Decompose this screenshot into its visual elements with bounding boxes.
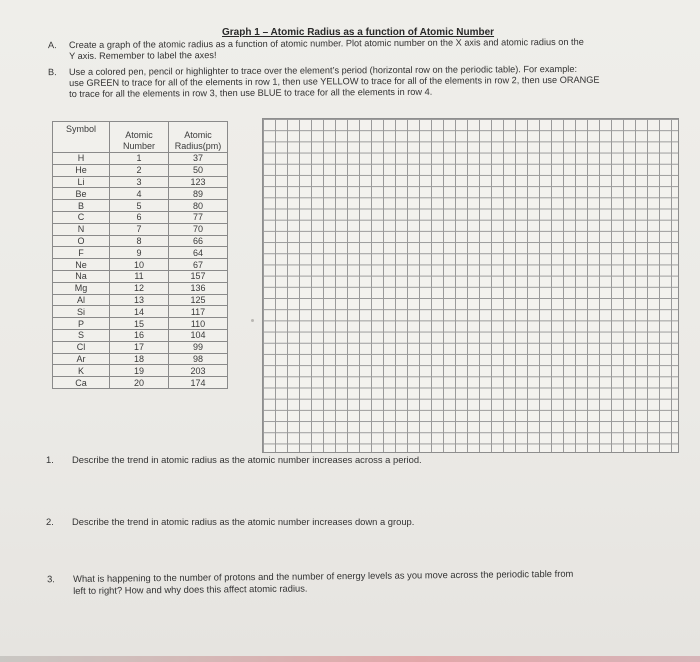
instruction-a: [48, 36, 584, 62]
cell-atomic-number: 10: [110, 259, 169, 271]
cell-atomic-radius: 110: [169, 318, 228, 330]
cell-atomic-radius: 66: [169, 235, 228, 247]
instruction-b-line-3: to trace for all the elements in row 3, then use BLUE to trace for all the elements in row 4.: [69, 86, 433, 99]
cell-symbol: F: [53, 247, 110, 259]
cell-symbol: K: [53, 365, 110, 377]
cell-atomic-number: 11: [110, 270, 169, 282]
cell-symbol: Ar: [53, 353, 110, 365]
question-2-number: 2.: [46, 516, 54, 527]
table-row: [53, 270, 228, 282]
cell-atomic-number: 4: [110, 188, 169, 200]
cell-atomic-number: 20: [110, 377, 169, 389]
table-row: [53, 200, 228, 212]
question-3-line-1: What is happening to the number of protons and the number of energy levels as you move across the periodic table from: [73, 567, 574, 584]
cell-atomic-radius: 98: [169, 353, 228, 365]
table-row: [53, 176, 228, 188]
table-row: [53, 365, 228, 377]
question-2-text: Describe the trend in atomic radius as the atomic number increases down a group.: [72, 516, 415, 527]
photo-edge-strip: [0, 656, 700, 662]
cell-atomic-radius: 37: [169, 153, 228, 165]
instruction-a-line-1: Create a graph of the atomic radius as a function of atomic number. Plot atomic number on the X axis and atomic radius on the: [69, 36, 584, 50]
question-3-number: 3.: [47, 573, 55, 585]
cell-atomic-radius: 117: [169, 306, 228, 318]
cell-symbol: S: [53, 329, 110, 341]
cell-symbol: Si: [53, 306, 110, 318]
cell-symbol: B: [53, 200, 110, 212]
cell-symbol: N: [53, 223, 110, 235]
table-row: [53, 259, 228, 271]
header-atomic-radius-line-1: Atomic: [184, 130, 212, 140]
instruction-b-line-2: use GREEN to trace for all of the elements in row 1, then use YELLOW to trace for all of the elements in row 2, then use ORANGE: [69, 74, 600, 88]
table-row: [53, 318, 228, 330]
question-1-number: 1.: [46, 454, 54, 465]
cell-atomic-number: 3: [110, 176, 169, 188]
table-row: [53, 188, 228, 200]
question-1: [46, 454, 422, 466]
table-row: [53, 306, 228, 318]
instruction-a-label: A.: [48, 40, 57, 51]
cell-symbol: Ca: [53, 377, 110, 389]
graph-grid: [262, 118, 679, 453]
worksheet-title: Graph 1 – Atomic Radius as a function of Atomic Number: [222, 27, 495, 38]
cell-symbol: Li: [53, 176, 110, 188]
table-row: [53, 353, 228, 365]
cell-atomic-radius: 123: [169, 176, 228, 188]
table-row: [53, 153, 228, 165]
header-atomic-number-line-1: Atomic: [125, 130, 153, 140]
cell-atomic-radius: 64: [169, 247, 228, 259]
header-atomic-radius: [169, 122, 228, 153]
question-3-line-2: left to right? How and why does this affect atomic radius.: [73, 582, 308, 596]
table-row: [53, 329, 228, 341]
cell-symbol: H: [53, 153, 110, 165]
instruction-b-label: B.: [48, 67, 57, 78]
table-row: [53, 282, 228, 294]
cell-symbol: He: [53, 164, 110, 176]
cell-symbol: C: [53, 211, 110, 223]
cell-atomic-radius: 174: [169, 377, 228, 389]
table-row: [53, 377, 228, 389]
cell-atomic-number: 2: [110, 164, 169, 176]
cell-atomic-radius: 70: [169, 223, 228, 235]
table-row: [53, 164, 228, 176]
cell-atomic-number: 15: [110, 318, 169, 330]
header-atomic-radius-line-2: Radius(pm): [174, 141, 222, 151]
cell-symbol: Na: [53, 270, 110, 282]
header-atomic-number: [110, 122, 169, 153]
question-1-text: Describe the trend in atomic radius as the atomic number increases across a period.: [72, 454, 422, 465]
table-row: [53, 223, 228, 235]
cell-atomic-number: 8: [110, 235, 169, 247]
instruction-b: [48, 63, 600, 100]
cell-atomic-number: 13: [110, 294, 169, 306]
cell-atomic-number: 14: [110, 306, 169, 318]
header-atomic-number-line-2: Number: [122, 141, 155, 151]
cell-atomic-radius: 50: [169, 164, 228, 176]
cell-atomic-radius: 104: [169, 329, 228, 341]
cell-atomic-number: 17: [110, 341, 169, 353]
cell-symbol: P: [53, 318, 110, 330]
table-row: [53, 294, 228, 306]
question-2: [46, 516, 415, 528]
cell-atomic-number: 1: [110, 153, 169, 165]
question-3: [47, 567, 574, 597]
cell-symbol: Be: [53, 188, 110, 200]
cell-atomic-number: 12: [110, 282, 169, 294]
cell-atomic-radius: 157: [169, 270, 228, 282]
cell-atomic-number: 7: [110, 223, 169, 235]
cell-symbol: Cl: [53, 341, 110, 353]
cell-atomic-number: 18: [110, 353, 169, 365]
cell-atomic-number: 9: [110, 247, 169, 259]
table-body: [53, 153, 228, 389]
cell-atomic-radius: 125: [169, 294, 228, 306]
cell-atomic-number: 5: [110, 200, 169, 212]
instruction-b-line-1: Use a colored pen, pencil or highlighter to trace over the element’s period (horizontal row on the periodic table). For example:: [69, 63, 578, 77]
cell-symbol: O: [53, 235, 110, 247]
atomic-radius-table: [52, 121, 228, 389]
instruction-a-line-2: Y axis. Remember to label the axes!: [69, 50, 217, 61]
table-row: [53, 247, 228, 259]
cell-atomic-number: 6: [110, 211, 169, 223]
cell-atomic-number: 19: [110, 365, 169, 377]
table-row: [53, 211, 228, 223]
cell-atomic-number: 16: [110, 329, 169, 341]
table-header-row: [53, 122, 228, 153]
table-row: [53, 341, 228, 353]
cell-atomic-radius: 136: [169, 282, 228, 294]
cell-atomic-radius: 77: [169, 211, 228, 223]
cell-symbol: Al: [53, 294, 110, 306]
cell-symbol: Mg: [53, 282, 110, 294]
cell-atomic-radius: 89: [169, 188, 228, 200]
cell-atomic-radius: 203: [169, 365, 228, 377]
cell-atomic-radius: 67: [169, 259, 228, 271]
header-symbol: Symbol: [53, 122, 110, 153]
table-row: [53, 235, 228, 247]
stray-dot: [251, 319, 254, 322]
cell-atomic-radius: 99: [169, 341, 228, 353]
cell-atomic-radius: 80: [169, 200, 228, 212]
cell-symbol: Ne: [53, 259, 110, 271]
